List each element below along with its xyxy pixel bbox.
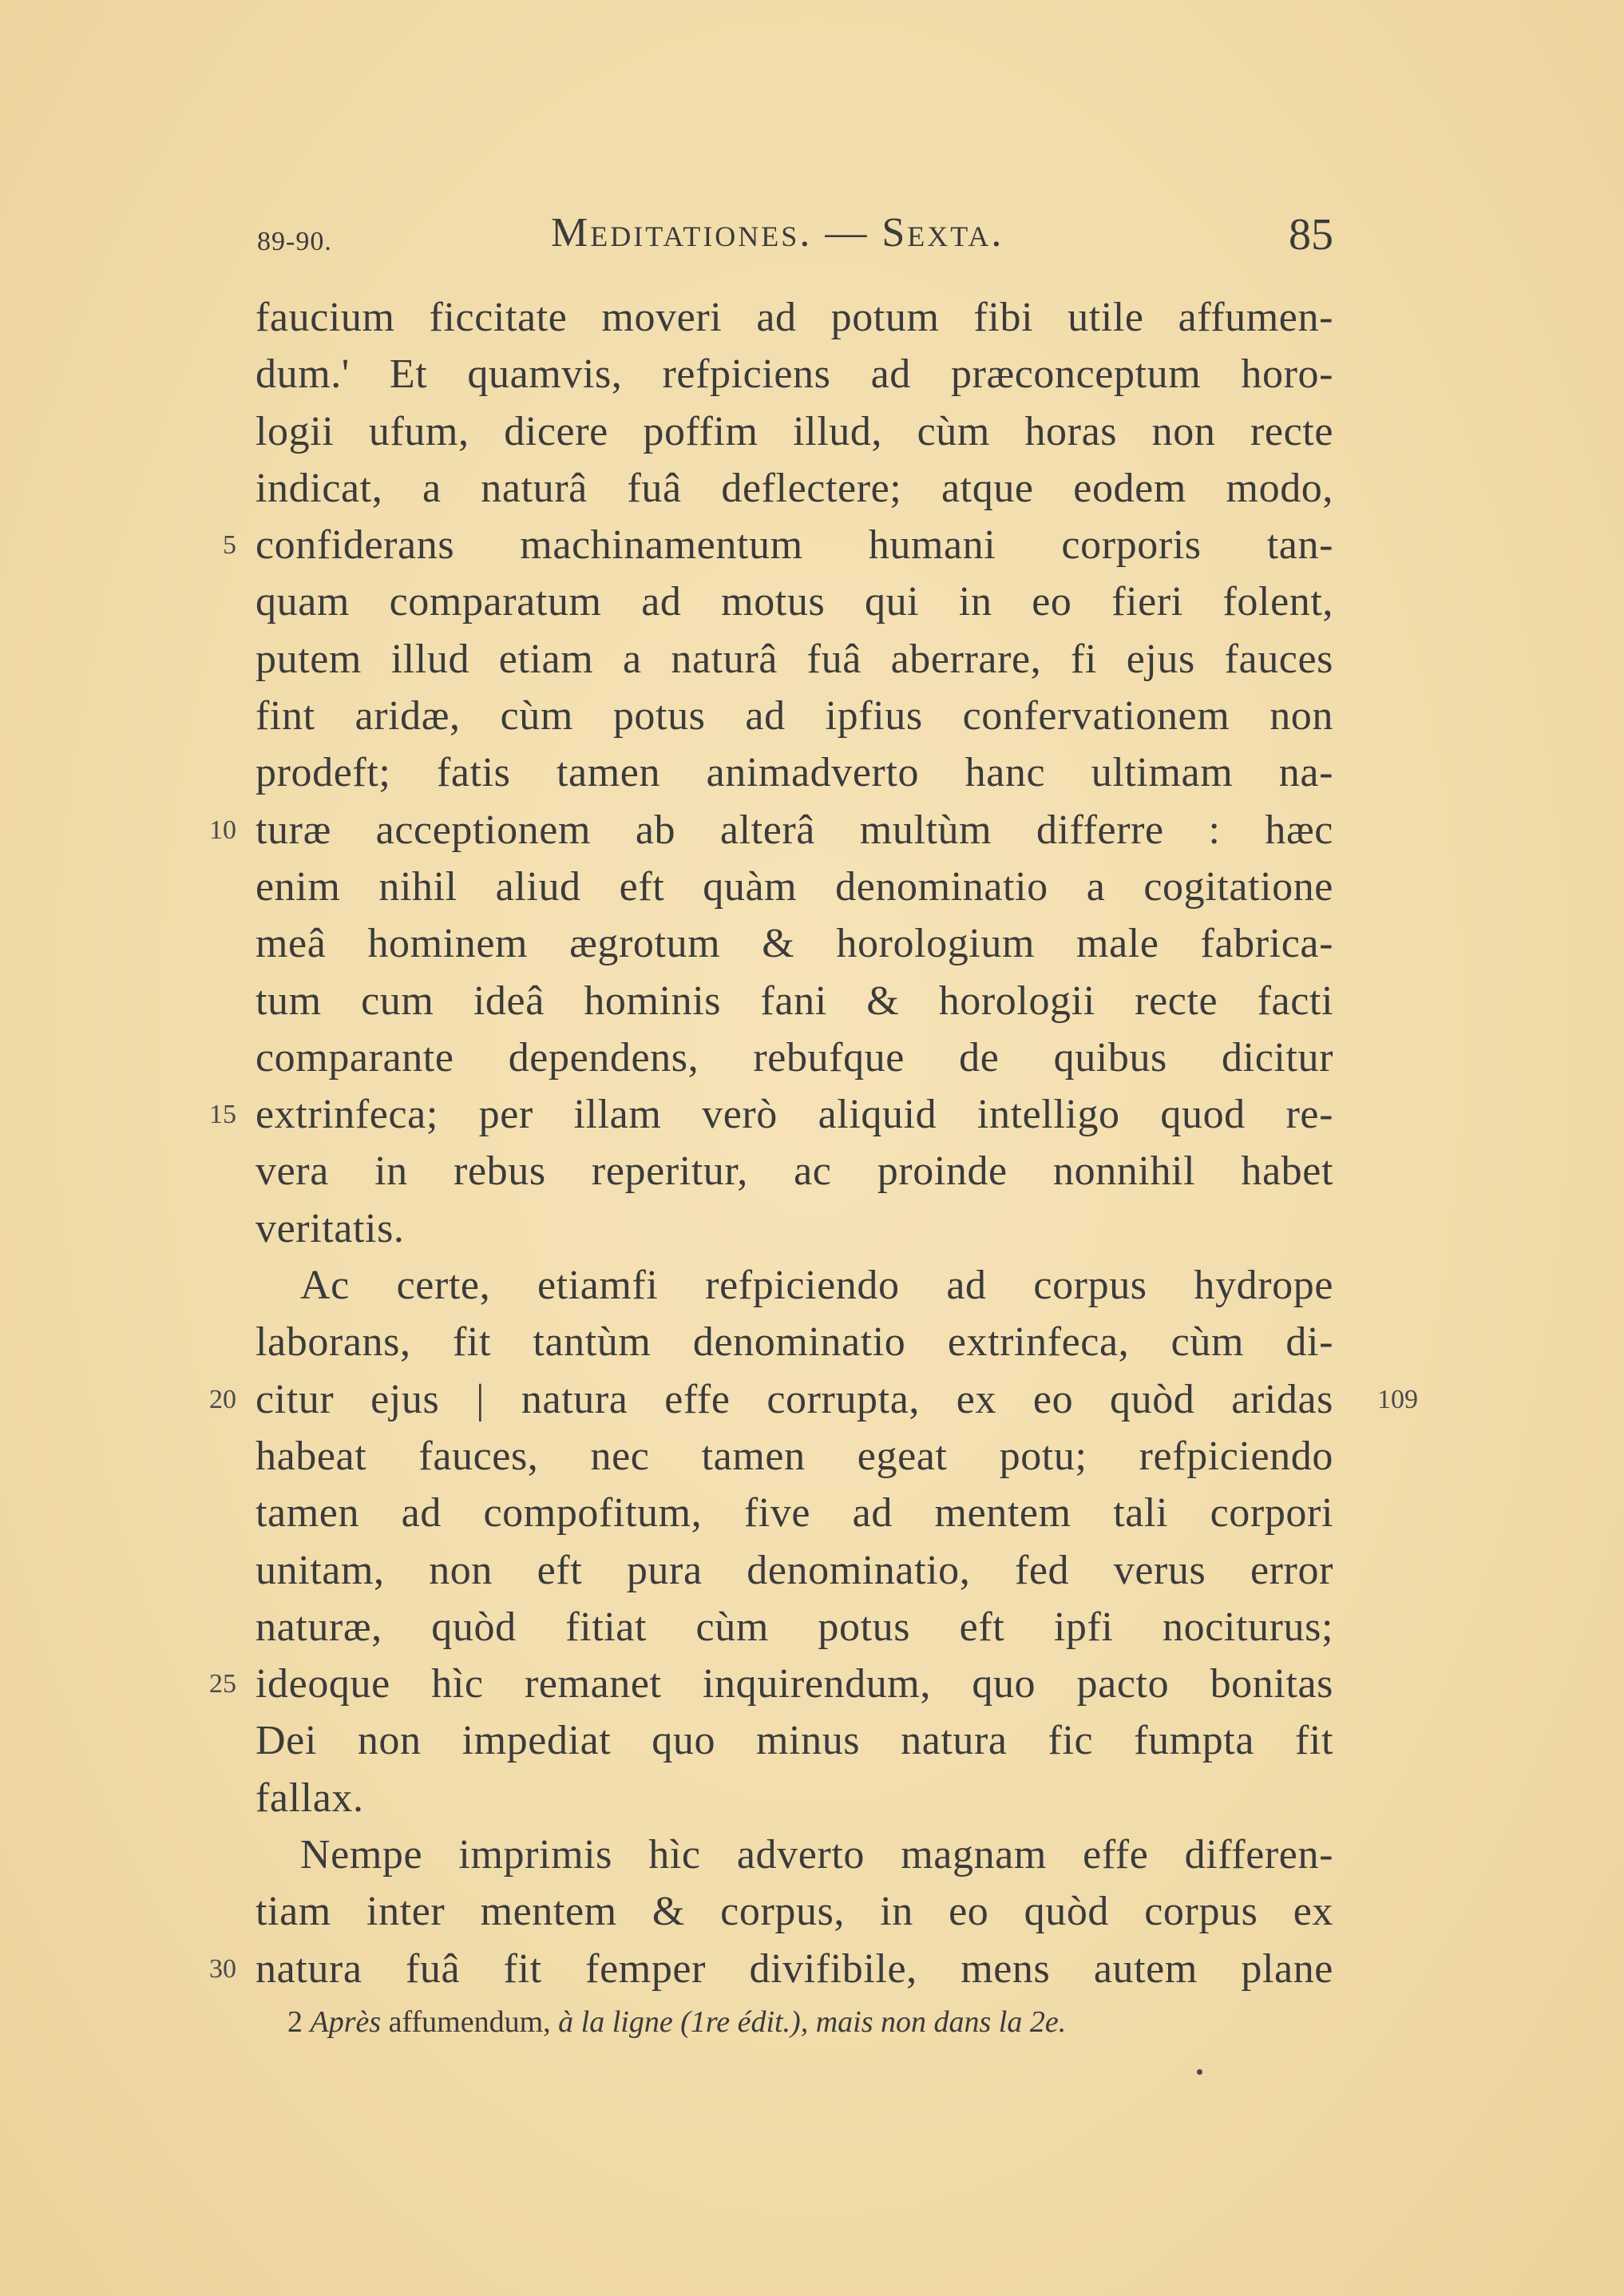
- text-line: logii ufum, dicere poffim illud, cùm horas non recte: [255, 408, 1333, 454]
- text-line: unitam, non eft pura denominatio, fed verus error: [255, 1547, 1333, 1593]
- footnote-text-3: à la ligne (1re édit.), mais non dans la 2e.: [558, 2005, 1067, 2039]
- text-line: naturæ, quòd fitiat cùm potus eft ipfi nociturus;: [255, 1604, 1333, 1650]
- footnote: [287, 2005, 1066, 2040]
- line-number: 15: [209, 1100, 236, 1130]
- text-line: laborans, fit tantùm denominatio extrinfeca, cùm di-: [255, 1319, 1333, 1366]
- footnote-number: 2: [287, 2005, 303, 2039]
- line-number: 25: [209, 1669, 236, 1699]
- line-number: 30: [209, 1953, 236, 1984]
- line-number: 20: [209, 1384, 236, 1414]
- main-text: [209, 289, 1418, 1997]
- footnote-text-2: affumendum,: [388, 2005, 551, 2039]
- running-head: [0, 209, 1624, 265]
- text-line: tiam inter mentem & corpus, in eo quòd corpus ex: [255, 1889, 1333, 1935]
- line-number: 5: [223, 530, 236, 561]
- text-line: dum.' Et quamvis, refpiciens ad præconceptum horo-: [255, 351, 1333, 398]
- folio-left: 89-90.: [257, 227, 332, 256]
- text-line: tum cum ideâ hominis fani & horologii recte facti: [255, 977, 1333, 1024]
- text-line: confiderans machinamentum humani corporis tan-: [255, 522, 1333, 569]
- text-line: Ac certe, etiamfi refpiciendo ad corpus hydrope: [300, 1263, 1333, 1309]
- text-line: tamen ad compofitum, five ad mentem tali corpori: [255, 1490, 1333, 1537]
- footnote-text-1: Après: [310, 2005, 382, 2039]
- text-line: veritatis.: [255, 1205, 405, 1251]
- text-line: turæ acceptionem ab alterâ multùm differre : hæc: [255, 807, 1333, 853]
- text-line: citur ejus | natura effe corrupta, ex eo quòd aridas: [255, 1376, 1333, 1422]
- printer-dot: [1197, 2069, 1202, 2075]
- text-line: Dei non impediat quo minus natura fic fumpta fit: [255, 1718, 1333, 1764]
- text-line: extrinfeca; per illam verò aliquid intelligo quod re-: [255, 1092, 1333, 1138]
- text-line: fallax.: [255, 1775, 364, 1821]
- text-line: meâ hominem ægrotum & horologium male fabrica-: [255, 921, 1333, 967]
- text-line: ideoque hìc remanet inquirendum, quo pacto bonitas: [255, 1661, 1333, 1707]
- text-line: faucium ficcitate moveri ad potum fibi utile affumen-: [255, 295, 1333, 340]
- text-line: comparante dependens, rebufque de quibus dicitur: [255, 1034, 1333, 1081]
- line-number: 10: [209, 815, 236, 845]
- text-line: vera in rebus reperitur, ac proinde nonnihil habet: [255, 1148, 1333, 1195]
- text-line: Nempe imprimis hìc adverto magnam effe differen-: [300, 1832, 1333, 1878]
- text-line: quam comparatum ad motus qui in eo fieri folent,: [255, 579, 1333, 625]
- running-title: Meditationes. — Sexta.: [551, 210, 1004, 256]
- text-line: prodeft; fatis tamen animadverto hanc ultimam na-: [255, 750, 1333, 796]
- text-line: habeat fauces, nec tamen egeat potu; refpiciendo: [255, 1433, 1333, 1479]
- page-number: 85: [1289, 210, 1333, 260]
- edition-page-ref: 109: [1377, 1384, 1418, 1414]
- text-line: natura fuâ fit femper divifibile, mens autem plane: [255, 1945, 1333, 1992]
- text-line: fint aridæ, cùm potus ad ipfius confervationem non: [255, 693, 1333, 740]
- text-line: enim nihil aliud eft quàm denominatio a cogitatione: [255, 863, 1333, 910]
- text-line: indicat, a naturâ fuâ deflectere; atque eodem modo,: [255, 465, 1333, 511]
- text-line: putem illud etiam a naturâ fuâ aberrare, fi ejus fauces: [255, 636, 1333, 682]
